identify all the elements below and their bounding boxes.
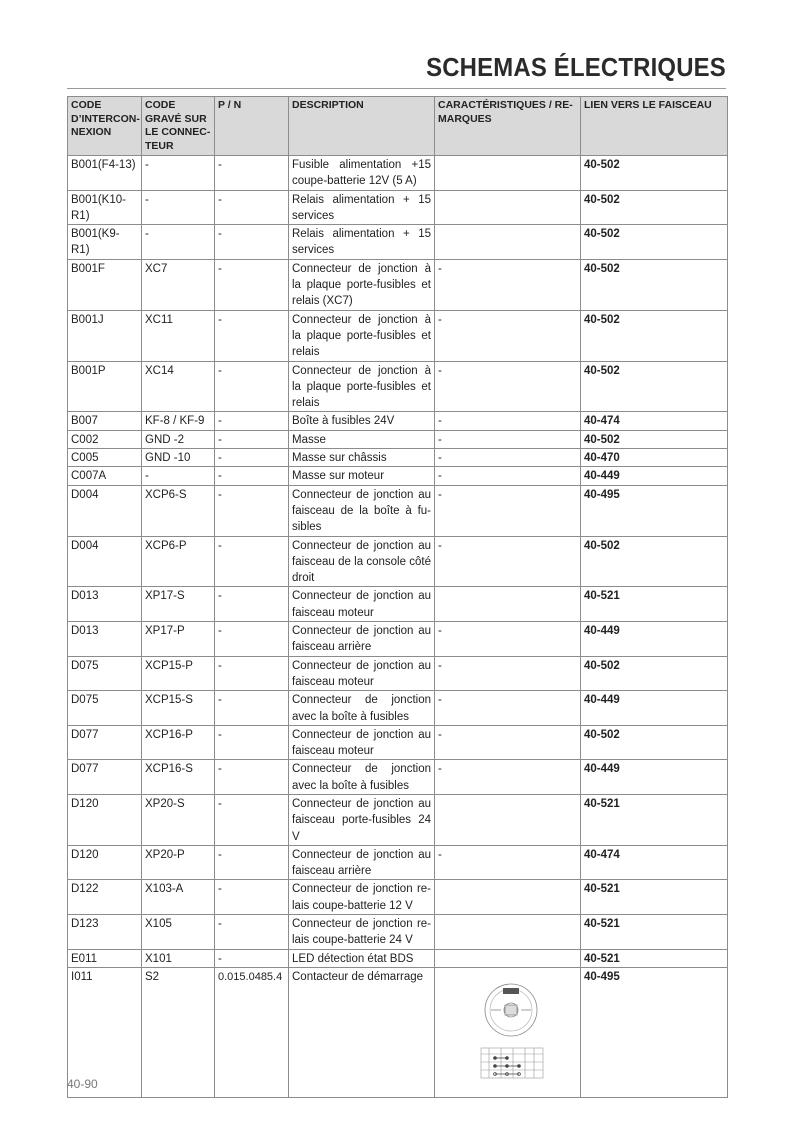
column-header-engraved: CODE GRAVÉ SUR LE CONNEC-TEUR xyxy=(142,97,215,156)
title-divider xyxy=(67,88,726,89)
table-row xyxy=(68,915,728,950)
cell-description: Connecteur de jonction au faisceau moteur xyxy=(289,587,435,622)
cell-remarks: - xyxy=(435,361,581,412)
cell-description: Connecteur de jonction au faisceau moteur xyxy=(289,725,435,760)
cell-remarks: - xyxy=(435,430,581,448)
cell-link: 40-495 xyxy=(581,967,728,1097)
cell-code: D004 xyxy=(68,536,142,587)
cell-code: D013 xyxy=(68,587,142,622)
cell-link: 40-449 xyxy=(581,467,728,485)
cell-link: 40-502 xyxy=(581,656,728,691)
cell-remarks: - xyxy=(435,449,581,467)
table-row xyxy=(68,880,728,915)
cell-link: 40-470 xyxy=(581,449,728,467)
cell-link: 40-502 xyxy=(581,225,728,260)
table-row xyxy=(68,967,728,1097)
cell-pn: - xyxy=(215,760,289,795)
column-header-link: LIEN VERS LE FAISCEAU xyxy=(581,97,728,156)
cell-remarks xyxy=(435,156,581,191)
cell-description: Masse sur châssis xyxy=(289,449,435,467)
cell-description: Connecteur de jonction avec la boîte à fusibles xyxy=(289,760,435,795)
cell-remarks xyxy=(435,587,581,622)
cell-link: 40-474 xyxy=(581,412,728,430)
table-row xyxy=(68,361,728,412)
cell-code: B001F xyxy=(68,259,142,310)
page-title: SCHEMAS ÉLECTRIQUES xyxy=(426,52,726,82)
ignition-switch-face xyxy=(485,984,537,1036)
cell-remarks: - xyxy=(435,622,581,657)
cell-description: Connecteur de jonction re-lais coupe-batterie 24 V xyxy=(289,915,435,950)
cell-remarks: - xyxy=(435,760,581,795)
cell-remarks xyxy=(435,915,581,950)
cell-code: B001J xyxy=(68,310,142,361)
cell-engraved: X105 xyxy=(142,915,215,950)
cell-pn: - xyxy=(215,430,289,448)
cell-engraved: XP20-P xyxy=(142,845,215,880)
cell-pn: - xyxy=(215,656,289,691)
cell-pn: - xyxy=(215,485,289,536)
table-row xyxy=(68,467,728,485)
cell-pn: - xyxy=(215,845,289,880)
cell-code: B007 xyxy=(68,412,142,430)
cell-link: 40-502 xyxy=(581,430,728,448)
cell-pn: - xyxy=(215,412,289,430)
cell-engraved: XC11 xyxy=(142,310,215,361)
cell-link: 40-502 xyxy=(581,310,728,361)
cell-engraved: XC14 xyxy=(142,361,215,412)
cell-link: 40-502 xyxy=(581,259,728,310)
table-row xyxy=(68,656,728,691)
cell-engraved: KF-8 / KF-9 xyxy=(142,412,215,430)
column-header-description: DESCRIPTION xyxy=(289,97,435,156)
cell-link: 40-521 xyxy=(581,915,728,950)
cell-link: 40-449 xyxy=(581,691,728,726)
cell-code: D075 xyxy=(68,656,142,691)
cell-code: D120 xyxy=(68,845,142,880)
cell-remarks: - xyxy=(435,656,581,691)
cell-description: Connecteur de jonction au faisceau moteur xyxy=(289,656,435,691)
ignition-switch-contacts xyxy=(494,1057,521,1076)
cell-pn: - xyxy=(215,794,289,845)
cell-pn: - xyxy=(215,725,289,760)
column-header-code: CODE D’INTERCON-NEXION xyxy=(68,97,142,156)
cell-link: 40-474 xyxy=(581,845,728,880)
cell-remarks xyxy=(435,190,581,225)
table-row xyxy=(68,259,728,310)
cell-description: Relais alimentation + 15 services xyxy=(289,190,435,225)
cell-description: Connecteur de jonction au faisceau de la boîte à fu-sibles xyxy=(289,485,435,536)
cell-link: 40-502 xyxy=(581,190,728,225)
cell-code: D077 xyxy=(68,725,142,760)
cell-description: Connecteur de jonction à la plaque porte-fusibles et relais (XC7) xyxy=(289,259,435,310)
table-row xyxy=(68,845,728,880)
cell-description: Connecteur de jonction au faisceau de la console côté droit xyxy=(289,536,435,587)
cell-pn: - xyxy=(215,880,289,915)
table-body xyxy=(68,156,728,1098)
cell-remarks: - xyxy=(435,845,581,880)
cell-code: C007A xyxy=(68,467,142,485)
cell-remarks-diagram xyxy=(435,967,581,1097)
cell-description: Relais alimentation + 15 services xyxy=(289,225,435,260)
table-row xyxy=(68,691,728,726)
cell-link: 40-521 xyxy=(581,794,728,845)
cell-link: 40-521 xyxy=(581,587,728,622)
cell-link: 40-449 xyxy=(581,622,728,657)
cell-engraved: XP20-S xyxy=(142,794,215,845)
cell-description: Boîte à fusibles 24V xyxy=(289,412,435,430)
table-row xyxy=(68,190,728,225)
cell-description: Connecteur de jonction avec la boîte à fusibles xyxy=(289,691,435,726)
cell-code: D122 xyxy=(68,880,142,915)
cell-remarks: - xyxy=(435,310,581,361)
cell-link: 40-502 xyxy=(581,361,728,412)
table-row xyxy=(68,760,728,795)
cell-link: 40-521 xyxy=(581,949,728,967)
cell-engraved: XP17-S xyxy=(142,587,215,622)
table-row xyxy=(68,949,728,967)
cell-description: Masse xyxy=(289,430,435,448)
cell-description: Connecteur de jonction au faisceau porte-fusibles 24 V xyxy=(289,794,435,845)
cell-link: 40-521 xyxy=(581,880,728,915)
cell-description: LED détection état BDS xyxy=(289,949,435,967)
cell-remarks: - xyxy=(435,467,581,485)
cell-pn: - xyxy=(215,449,289,467)
cell-code: B001(K9-R1) xyxy=(68,225,142,260)
column-header-remarks: CARACTÉRISTIQUES / RE-MARQUES xyxy=(435,97,581,156)
ignition-switch-diagram xyxy=(471,976,551,1094)
interconnection-table xyxy=(67,96,728,1098)
cell-remarks: - xyxy=(435,259,581,310)
cell-pn: 0.015.0485.4 xyxy=(215,967,289,1097)
table-row xyxy=(68,430,728,448)
cell-engraved: - xyxy=(142,190,215,225)
cell-link: 40-502 xyxy=(581,725,728,760)
cell-pn: - xyxy=(215,587,289,622)
table-row xyxy=(68,412,728,430)
cell-code: D077 xyxy=(68,760,142,795)
cell-description: Masse sur moteur xyxy=(289,467,435,485)
cell-link: 40-449 xyxy=(581,760,728,795)
cell-engraved: X101 xyxy=(142,949,215,967)
cell-remarks xyxy=(435,880,581,915)
cell-link: 40-502 xyxy=(581,536,728,587)
cell-remarks: - xyxy=(435,485,581,536)
cell-pn: - xyxy=(215,225,289,260)
cell-pn: - xyxy=(215,310,289,361)
cell-engraved: S2 xyxy=(142,967,215,1097)
table-row xyxy=(68,225,728,260)
column-header-pn: P / N xyxy=(215,97,289,156)
cell-remarks: - xyxy=(435,536,581,587)
cell-remarks: - xyxy=(435,412,581,430)
cell-pn: - xyxy=(215,259,289,310)
cell-description: Connecteur de jonction à la plaque porte-fusibles et relais xyxy=(289,361,435,412)
cell-engraved: XCP15-S xyxy=(142,691,215,726)
cell-engraved: XCP16-S xyxy=(142,760,215,795)
cell-link: 40-502 xyxy=(581,156,728,191)
cell-engraved: GND -10 xyxy=(142,449,215,467)
cell-pn: - xyxy=(215,949,289,967)
cell-engraved: XCP16-P xyxy=(142,725,215,760)
cell-code: C005 xyxy=(68,449,142,467)
cell-code: E011 xyxy=(68,949,142,967)
cell-pn: - xyxy=(215,536,289,587)
cell-description: Connecteur de jonction au faisceau arrière xyxy=(289,845,435,880)
cell-engraved: XP17-P xyxy=(142,622,215,657)
ignition-switch-position-grid xyxy=(481,1048,543,1078)
cell-pn: - xyxy=(215,691,289,726)
cell-description: Connecteur de jonction re-lais coupe-batterie 12 V xyxy=(289,880,435,915)
table-row xyxy=(68,485,728,536)
table-row xyxy=(68,794,728,845)
cell-description: Connecteur de jonction à la plaque porte-fusibles et relais xyxy=(289,310,435,361)
table-row xyxy=(68,310,728,361)
cell-remarks: - xyxy=(435,691,581,726)
cell-code: B001P xyxy=(68,361,142,412)
cell-remarks xyxy=(435,225,581,260)
cell-remarks xyxy=(435,949,581,967)
cell-engraved: - xyxy=(142,156,215,191)
cell-engraved: - xyxy=(142,467,215,485)
cell-code: B001(F4-13) xyxy=(68,156,142,191)
cell-engraved: XCP6-P xyxy=(142,536,215,587)
cell-remarks xyxy=(435,794,581,845)
cell-code: C002 xyxy=(68,430,142,448)
cell-pn: - xyxy=(215,156,289,191)
cell-code: D004 xyxy=(68,485,142,536)
cell-code: D013 xyxy=(68,622,142,657)
cell-pn: - xyxy=(215,915,289,950)
cell-link: 40-495 xyxy=(581,485,728,536)
table-row xyxy=(68,622,728,657)
cell-engraved: XCP15-P xyxy=(142,656,215,691)
cell-engraved: GND -2 xyxy=(142,430,215,448)
table-row xyxy=(68,156,728,191)
cell-description: Fusible alimentation +15 coupe-batterie 12V (5 A) xyxy=(289,156,435,191)
cell-pn: - xyxy=(215,361,289,412)
cell-code: B001(K10-R1) xyxy=(68,190,142,225)
table-row xyxy=(68,725,728,760)
cell-engraved: - xyxy=(142,225,215,260)
cell-pn: - xyxy=(215,622,289,657)
table-row xyxy=(68,536,728,587)
cell-code: D120 xyxy=(68,794,142,845)
cell-code: I011 xyxy=(68,967,142,1097)
cell-remarks: - xyxy=(435,725,581,760)
cell-pn: - xyxy=(215,467,289,485)
cell-code: D123 xyxy=(68,915,142,950)
table-row xyxy=(68,449,728,467)
cell-engraved: XC7 xyxy=(142,259,215,310)
cell-code: D075 xyxy=(68,691,142,726)
cell-description: Connecteur de jonction au faisceau arrière xyxy=(289,622,435,657)
cell-pn: - xyxy=(215,190,289,225)
cell-engraved: X103-A xyxy=(142,880,215,915)
cell-description: Contacteur de démarrage xyxy=(289,967,435,1097)
page-number: 40-90 xyxy=(67,1077,98,1091)
cell-engraved: XCP6-S xyxy=(142,485,215,536)
table-header-row xyxy=(68,97,728,156)
table-row xyxy=(68,587,728,622)
